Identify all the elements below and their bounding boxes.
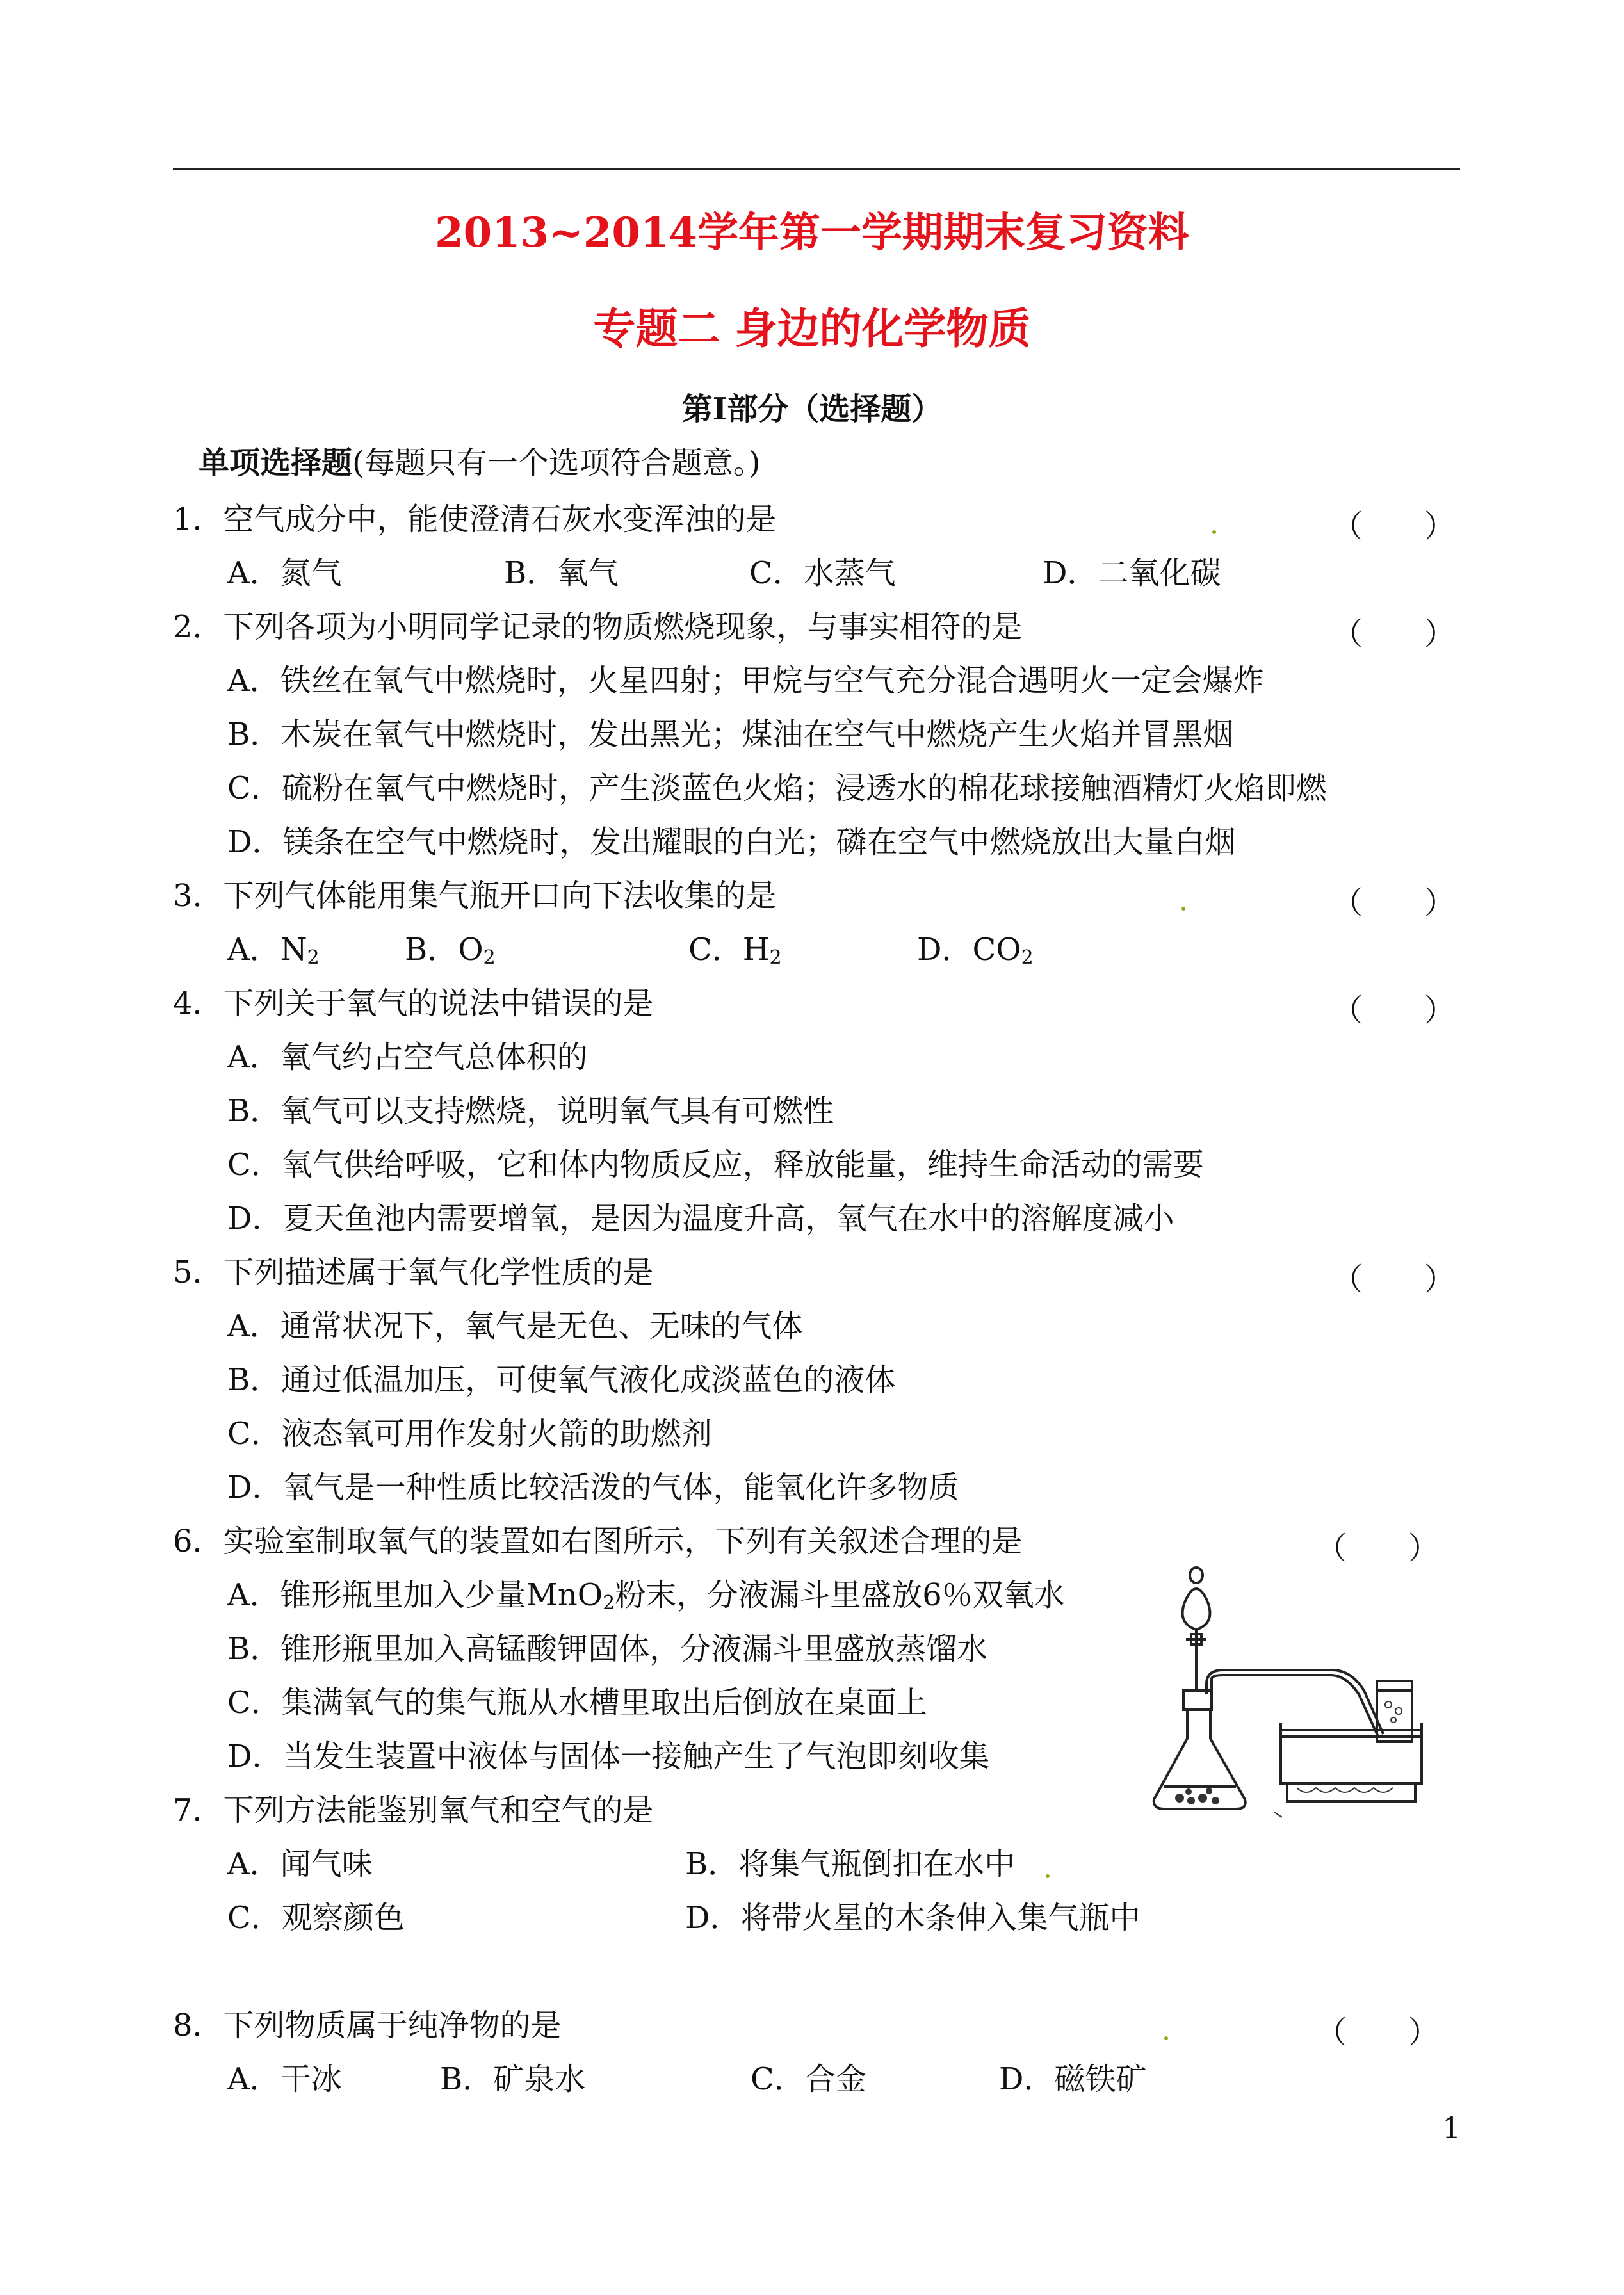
q6-option-a: A．锥形瓶里加入少量MnO$_2$粉末，分液漏斗里盛放6％双氧水	[227, 1577, 1065, 1614]
q4-option-a: A．氧气约占空气总体积的	[227, 1039, 588, 1075]
mark-dot	[1181, 907, 1185, 911]
q8-stem: 8．下列物质属于纯净物的是	[173, 2007, 562, 2043]
q4-option-d: D．夏天鱼池内需要增氧，是因为温度升高，氧气在水中的溶解度减小	[227, 1201, 1174, 1237]
document-title: 2013~2014学年第一学期期末复习资料	[435, 209, 1189, 257]
q7-option-c: C．观察颜色	[227, 1900, 405, 1936]
q2-option-b: B．木炭在氧气中燃烧时，发出黑光；煤油在空气中燃烧产生火焰并冒黑烟	[227, 717, 1234, 752]
q1-option-c: C．水蒸气	[749, 555, 896, 591]
q1-option-b: B．氧气	[504, 555, 619, 591]
q1-option-a: A．氮气	[227, 555, 342, 591]
q6-option-d: D．当发生装置中液体与固体一接触产生了气泡即刻收集	[227, 1739, 990, 1774]
q2-option-c: C．硫粉在氧气中燃烧时，产生淡蓝色火焰；浸透水的棉花球接触酒精灯火焰即燃	[227, 770, 1327, 806]
document-subtitle: 专题二 身边的化学物质	[593, 304, 1031, 353]
q6-answer-paren: （ ）	[1316, 1530, 1440, 1566]
q4-option-c: C．氧气供给呼吸，它和体内物质反应，释放能量，维持生命活动的需要	[227, 1147, 1204, 1183]
section-note: (每题只有一个选项符合题意。)	[352, 445, 761, 481]
q2-option-a: A．铁丝在氧气中燃烧时，火星四射；甲烷与空气充分混合遇明火一定会爆炸	[227, 663, 1264, 699]
q2-stem: 2．下列各项为小明同学记录的物质燃烧现象，与事实相符的是	[173, 609, 1023, 645]
q2-option-d: D．镁条在空气中燃烧时，发出耀眼的白光；磷在空气中燃烧放出大量白烟	[227, 824, 1236, 860]
q4-answer-paren: （ ）	[1332, 993, 1456, 1028]
q5-option-d: D．氧气是一种性质比较活泼的气体，能氧化许多物质	[227, 1470, 959, 1505]
oxygen-apparatus-figure	[1140, 1562, 1434, 1819]
mark-dot	[1046, 1874, 1050, 1878]
q3-option-d: D．$CO_2$	[917, 932, 1034, 969]
q4-stem: 4．下列关于氧气的说法中错误的是	[173, 985, 654, 1021]
section-label: 单项选择题	[199, 445, 353, 481]
q5-option-a: A．通常状况下，氧气是无色、无味的气体	[227, 1308, 803, 1344]
q6-option-c: C．集满氧气的集气瓶从水槽里取出后倒放在桌面上	[227, 1685, 927, 1721]
q1-stem: 1．空气成分中，能使澄清石灰水变浑浊的是	[173, 501, 777, 537]
q1-answer-paren: （ ）	[1332, 508, 1456, 544]
page-number: 1	[1442, 2111, 1461, 2145]
q1-option-d: D．二氧化碳	[1043, 555, 1221, 591]
q3-option-c: C．$H_2$	[688, 932, 782, 969]
q3-stem: 3．下列气体能用集气瓶开口向下法收集的是	[173, 878, 777, 914]
q7-option-a: A．闻气味	[227, 1846, 373, 1882]
q5-option-b: B．通过低温加压，可使氧气液化成淡蓝色的液体	[227, 1362, 896, 1398]
mark-dot	[1212, 530, 1216, 534]
q5-stem: 5．下列描述属于氧气化学性质的是	[173, 1254, 654, 1290]
q8-answer-paren: （ ）	[1316, 2015, 1440, 2050]
q7-option-b: B．将集气瓶倒扣在水中	[685, 1846, 1016, 1882]
q7-stem: 7．下列方法能鉴别氧气和空气的是	[173, 1792, 654, 1828]
q5-answer-paren: （ ）	[1332, 1261, 1456, 1297]
q6-option-b: B．锥形瓶里加入高锰酸钾固体，分液漏斗里盛放蒸馏水	[227, 1631, 988, 1667]
section-heading	[199, 445, 760, 482]
q4-option-b: B．氧气可以支持燃烧，说明氧气具有可燃性	[227, 1093, 834, 1129]
q2-answer-paren: （ ）	[1332, 616, 1456, 652]
q8-option-c: C．合金	[751, 2061, 866, 2097]
header-rule	[173, 168, 1460, 170]
q7-option-d: D．将带火星的木条伸入集气瓶中	[685, 1900, 1141, 1936]
q8-option-d: D．磁铁矿	[999, 2061, 1147, 2097]
mark-dot	[1164, 2036, 1168, 2040]
q3-option-b: B．$O_2$	[405, 932, 496, 969]
q5-option-c: C．液态氧可用作发射火箭的助燃剂	[227, 1416, 712, 1452]
q8-option-a: A．干冰	[227, 2061, 342, 2097]
q8-option-b: B．矿泉水	[440, 2061, 586, 2097]
q3-option-a: A．$N_2$	[227, 932, 320, 969]
q6-stem: 6．实验室制取氧气的装置如右图所示，下列有关叙述合理的是	[173, 1523, 1023, 1559]
part-heading: 第Ⅰ部分（选择题）	[681, 391, 943, 427]
q3-answer-paren: （ ）	[1332, 885, 1456, 921]
